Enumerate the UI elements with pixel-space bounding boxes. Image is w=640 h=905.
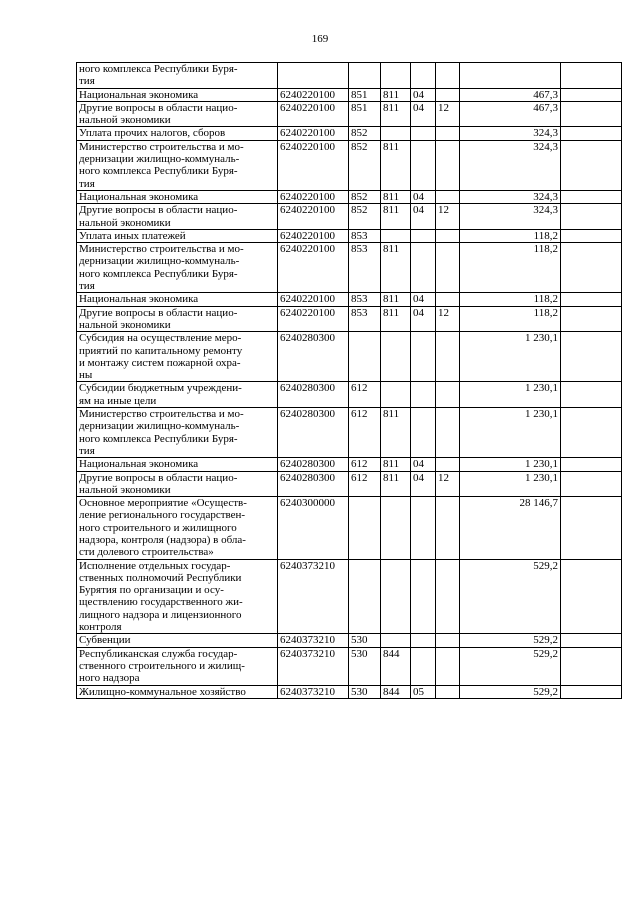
empty-cell [561, 127, 622, 140]
item-name-cell: Министерство строительства и мо- дернизации жилищно-коммуналь- ного комплекса Республики Буря- тия [77, 140, 278, 190]
section-code-cell [411, 127, 436, 140]
item-name-cell: Национальная экономика [77, 190, 278, 203]
target-article-cell: 6240373210 [278, 559, 349, 634]
item-name-cell: Субвенции [77, 634, 278, 647]
amount-cell: 1 230,1 [460, 408, 561, 458]
amount-cell: 1 230,1 [460, 332, 561, 382]
section-code-cell [411, 140, 436, 190]
subsection-code-cell [436, 88, 460, 101]
empty-cell [561, 408, 622, 458]
table-row [77, 190, 622, 203]
expense-type-cell: 853 [349, 293, 381, 306]
table-row [77, 471, 622, 497]
target-article-cell [278, 63, 349, 89]
target-article-cell: 6240280300 [278, 471, 349, 497]
amount-cell: 118,2 [460, 229, 561, 242]
item-name-cell: Другие вопросы в области нацио- нальной экономики [77, 204, 278, 230]
target-article-cell: 6240220100 [278, 101, 349, 127]
table-row [77, 306, 622, 332]
empty-cell [561, 63, 622, 89]
section-code-cell: 04 [411, 190, 436, 203]
target-article-cell: 6240280300 [278, 382, 349, 408]
target-article-cell: 6240220100 [278, 190, 349, 203]
amount-cell: 467,3 [460, 88, 561, 101]
administrator-code-cell: 811 [381, 408, 411, 458]
subsection-code-cell [436, 127, 460, 140]
table-row [77, 127, 622, 140]
target-article-cell: 6240220100 [278, 243, 349, 293]
table-row [77, 88, 622, 101]
item-name-cell: Министерство строительства и мо- дернизации жилищно-коммуналь- ного комплекса Республики Буря- тия [77, 243, 278, 293]
expense-type-cell: 852 [349, 127, 381, 140]
amount-cell [460, 63, 561, 89]
amount-cell: 1 230,1 [460, 382, 561, 408]
item-name-cell: Другие вопросы в области нацио- нальной экономики [77, 471, 278, 497]
section-code-cell: 04 [411, 88, 436, 101]
empty-cell [561, 685, 622, 698]
empty-cell [561, 497, 622, 559]
amount-cell: 324,3 [460, 127, 561, 140]
section-code-cell: 04 [411, 458, 436, 471]
section-code-cell [411, 634, 436, 647]
administrator-code-cell [381, 497, 411, 559]
item-name-cell: Исполнение отдельных государ- ственных полномочий Республики Бурятия по организации и осу- ществлению государственного жи- лищного надзора и лицензионного контроля [77, 559, 278, 634]
subsection-code-cell [436, 382, 460, 408]
section-code-cell [411, 332, 436, 382]
section-code-cell: 04 [411, 293, 436, 306]
subsection-code-cell [436, 647, 460, 685]
expense-type-cell [349, 63, 381, 89]
administrator-code-cell [381, 634, 411, 647]
budget-table-body [77, 63, 622, 699]
empty-cell [561, 204, 622, 230]
table-row [77, 332, 622, 382]
subsection-code-cell [436, 140, 460, 190]
subsection-code-cell [436, 458, 460, 471]
subsection-code-cell [436, 685, 460, 698]
amount-cell: 1 230,1 [460, 471, 561, 497]
table-row [77, 634, 622, 647]
target-article-cell: 6240373210 [278, 634, 349, 647]
empty-cell [561, 382, 622, 408]
item-name-cell: Уплата прочих налогов, сборов [77, 127, 278, 140]
expense-type-cell [349, 559, 381, 634]
item-name-cell: Уплата иных платежей [77, 229, 278, 242]
table-row [77, 101, 622, 127]
amount-cell: 28 146,7 [460, 497, 561, 559]
section-code-cell [411, 497, 436, 559]
expense-type-cell: 530 [349, 685, 381, 698]
empty-cell [561, 243, 622, 293]
amount-cell: 529,2 [460, 559, 561, 634]
empty-cell [561, 634, 622, 647]
section-code-cell: 04 [411, 101, 436, 127]
table-row [77, 63, 622, 89]
item-name-cell: Субсидия на осуществление меро- приятий по капитальному ремонту и монтажу систем пожарной охра- ны [77, 332, 278, 382]
table-row [77, 559, 622, 634]
section-code-cell [411, 243, 436, 293]
item-name-cell: ного комплекса Республики Буря- тия [77, 63, 278, 89]
target-article-cell: 6240280300 [278, 408, 349, 458]
item-name-cell: Жилищно-коммунальное хозяйство [77, 685, 278, 698]
subsection-code-cell: 12 [436, 101, 460, 127]
empty-cell [561, 190, 622, 203]
subsection-code-cell [436, 190, 460, 203]
expense-type-cell: 612 [349, 458, 381, 471]
amount-cell: 529,2 [460, 685, 561, 698]
item-name-cell: Другие вопросы в области нацио- нальной экономики [77, 306, 278, 332]
expense-type-cell: 852 [349, 140, 381, 190]
administrator-code-cell [381, 382, 411, 408]
target-article-cell: 6240220100 [278, 229, 349, 242]
table-row [77, 458, 622, 471]
administrator-code-cell [381, 229, 411, 242]
page-number: 169 [311, 33, 329, 45]
administrator-code-cell: 811 [381, 190, 411, 203]
table-row [77, 229, 622, 242]
subsection-code-cell [436, 634, 460, 647]
table-row [77, 647, 622, 685]
expense-type-cell: 853 [349, 306, 381, 332]
administrator-code-cell: 811 [381, 243, 411, 293]
amount-cell: 324,3 [460, 140, 561, 190]
item-name-cell: Другие вопросы в области нацио- нальной экономики [77, 101, 278, 127]
item-name-cell: Республиканская служба государ- ственного строительного и жилищ- ного надзора [77, 647, 278, 685]
subsection-code-cell: 12 [436, 471, 460, 497]
empty-cell [561, 306, 622, 332]
section-code-cell: 05 [411, 685, 436, 698]
subsection-code-cell [436, 229, 460, 242]
table-row [77, 204, 622, 230]
item-name-cell: Национальная экономика [77, 293, 278, 306]
administrator-code-cell: 811 [381, 458, 411, 471]
expense-type-cell: 612 [349, 382, 381, 408]
subsection-code-cell [436, 408, 460, 458]
expense-type-cell: 612 [349, 471, 381, 497]
expense-type-cell: 852 [349, 204, 381, 230]
table-row [77, 243, 622, 293]
expense-type-cell [349, 332, 381, 382]
subsection-code-cell [436, 332, 460, 382]
table-row [77, 382, 622, 408]
expense-type-cell: 852 [349, 190, 381, 203]
empty-cell [561, 559, 622, 634]
item-name-cell: Национальная экономика [77, 458, 278, 471]
administrator-code-cell [381, 63, 411, 89]
section-code-cell: 04 [411, 306, 436, 332]
section-code-cell [411, 559, 436, 634]
empty-cell [561, 229, 622, 242]
expense-type-cell: 530 [349, 647, 381, 685]
administrator-code-cell [381, 332, 411, 382]
empty-cell [561, 101, 622, 127]
item-name-cell: Основное мероприятие «Осуществ- ление регионального государствен- ного строительного и жилищного надзора, контроля (надзора) в обла- сти долевого строительства» [77, 497, 278, 559]
subsection-code-cell: 12 [436, 306, 460, 332]
expense-type-cell: 851 [349, 101, 381, 127]
administrator-code-cell: 811 [381, 101, 411, 127]
administrator-code-cell: 811 [381, 204, 411, 230]
amount-cell: 118,2 [460, 293, 561, 306]
target-article-cell: 6240220100 [278, 293, 349, 306]
amount-cell: 324,3 [460, 190, 561, 203]
section-code-cell: 04 [411, 204, 436, 230]
subsection-code-cell [436, 63, 460, 89]
administrator-code-cell: 844 [381, 647, 411, 685]
subsection-code-cell [436, 559, 460, 634]
table-row [77, 408, 622, 458]
amount-cell: 529,2 [460, 634, 561, 647]
target-article-cell: 6240220100 [278, 204, 349, 230]
target-article-cell: 6240373210 [278, 685, 349, 698]
amount-cell: 1 230,1 [460, 458, 561, 471]
amount-cell: 529,2 [460, 647, 561, 685]
table-row [77, 140, 622, 190]
subsection-code-cell [436, 293, 460, 306]
expense-type-cell [349, 497, 381, 559]
amount-cell: 324,3 [460, 204, 561, 230]
expense-type-cell: 612 [349, 408, 381, 458]
target-article-cell: 6240220100 [278, 140, 349, 190]
empty-cell [561, 140, 622, 190]
subsection-code-cell [436, 497, 460, 559]
section-code-cell [411, 647, 436, 685]
item-name-cell: Субсидии бюджетным учреждени- ям на иные цели [77, 382, 278, 408]
table-row [77, 293, 622, 306]
amount-cell: 467,3 [460, 101, 561, 127]
administrator-code-cell: 811 [381, 293, 411, 306]
section-code-cell [411, 229, 436, 242]
section-code-cell [411, 408, 436, 458]
item-name-cell: Министерство строительства и мо- дернизации жилищно-коммуналь- ного комплекса Республики Буря- тия [77, 408, 278, 458]
administrator-code-cell: 811 [381, 306, 411, 332]
item-name-cell: Национальная экономика [77, 88, 278, 101]
expense-type-cell: 853 [349, 229, 381, 242]
administrator-code-cell [381, 127, 411, 140]
empty-cell [561, 647, 622, 685]
section-code-cell: 04 [411, 471, 436, 497]
amount-cell: 118,2 [460, 243, 561, 293]
table-row [77, 497, 622, 559]
expense-type-cell: 530 [349, 634, 381, 647]
target-article-cell: 6240220100 [278, 88, 349, 101]
empty-cell [561, 471, 622, 497]
target-article-cell: 6240280300 [278, 458, 349, 471]
subsection-code-cell: 12 [436, 204, 460, 230]
expense-type-cell: 851 [349, 88, 381, 101]
table-row [77, 685, 622, 698]
expense-type-cell: 853 [349, 243, 381, 293]
target-article-cell: 6240280300 [278, 332, 349, 382]
budget-table [76, 62, 622, 699]
administrator-code-cell: 811 [381, 471, 411, 497]
section-code-cell [411, 63, 436, 89]
empty-cell [561, 458, 622, 471]
target-article-cell: 6240220100 [278, 306, 349, 332]
target-article-cell: 6240300000 [278, 497, 349, 559]
subsection-code-cell [436, 243, 460, 293]
empty-cell [561, 332, 622, 382]
administrator-code-cell [381, 559, 411, 634]
target-article-cell: 6240220100 [278, 127, 349, 140]
target-article-cell: 6240373210 [278, 647, 349, 685]
section-code-cell [411, 382, 436, 408]
empty-cell [561, 293, 622, 306]
administrator-code-cell: 811 [381, 140, 411, 190]
amount-cell: 118,2 [460, 306, 561, 332]
empty-cell [561, 88, 622, 101]
administrator-code-cell: 811 [381, 88, 411, 101]
administrator-code-cell: 844 [381, 685, 411, 698]
